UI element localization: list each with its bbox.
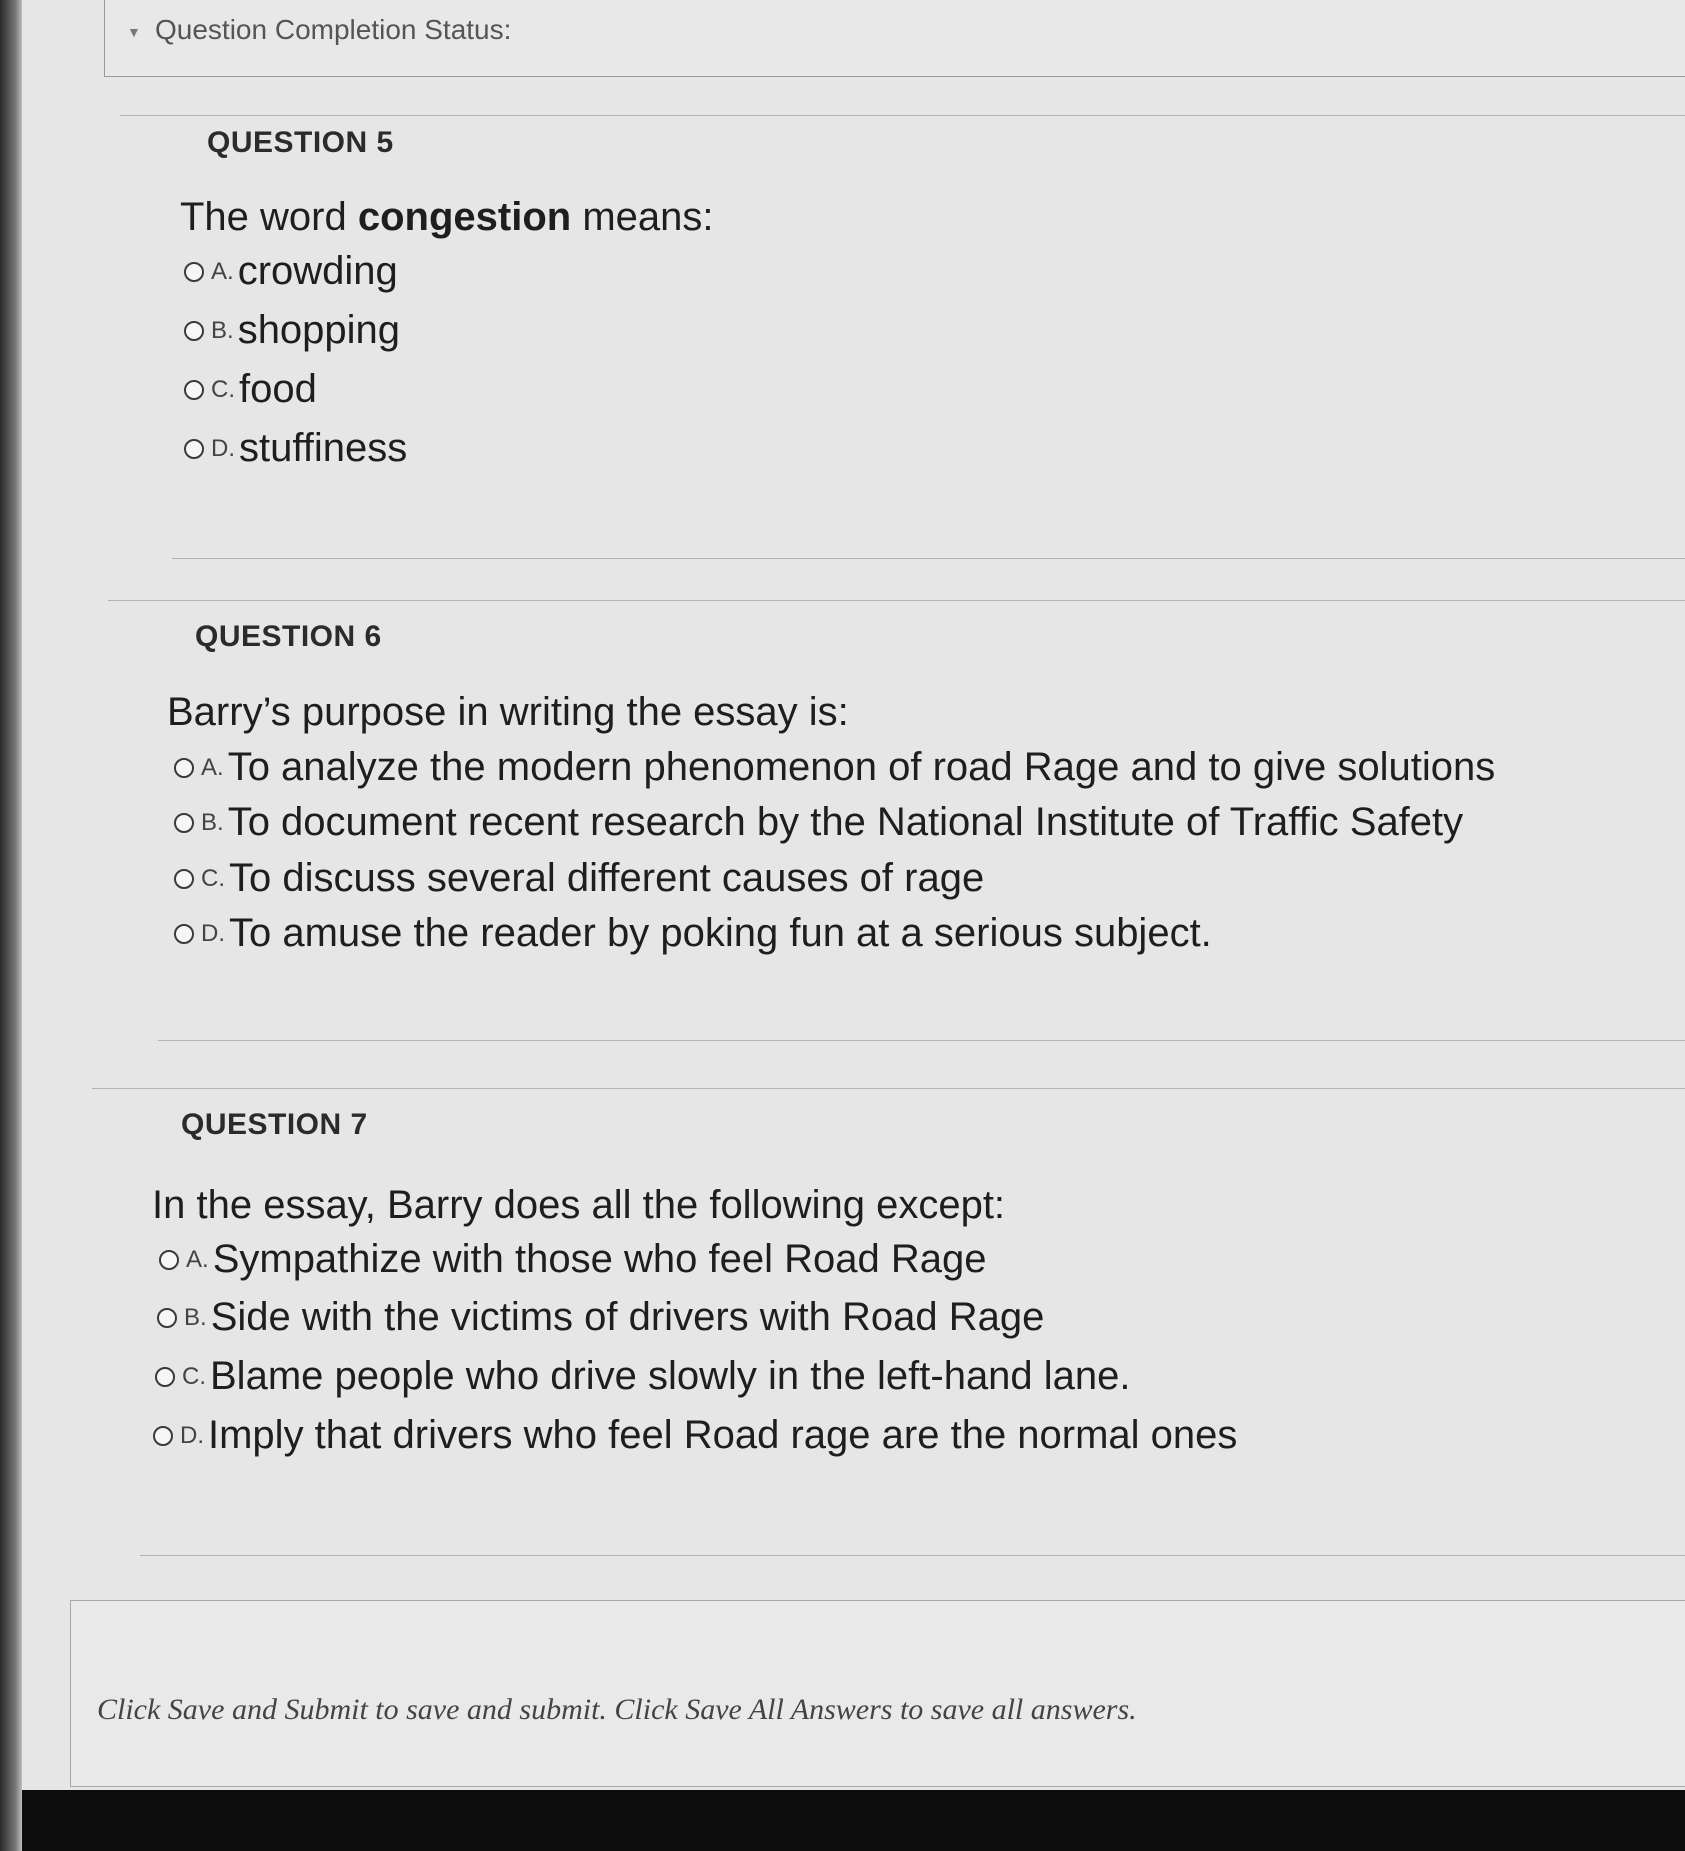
question-5-option-d[interactable]: D. stuffiness: [184, 426, 407, 471]
question-6-option-b[interactable]: B. To document recent research by the National Institute of Traffic Safety: [174, 800, 1463, 845]
question-completion-status[interactable]: [104, 0, 1685, 77]
question-7-label: QUESTION 7: [181, 1108, 368, 1141]
divider: [158, 1040, 1685, 1041]
question-5-prompt: The word congestion means:: [180, 195, 714, 239]
radio-button[interactable]: [184, 439, 204, 459]
radio-button[interactable]: [159, 1250, 179, 1270]
divider: [108, 600, 1685, 601]
question-5-option-c[interactable]: C. food: [184, 367, 317, 412]
radio-button[interactable]: [157, 1308, 177, 1328]
radio-button[interactable]: [184, 262, 204, 282]
question-6-option-d[interactable]: D. To amuse the reader by poking fun at a serious subject.: [174, 911, 1212, 956]
radio-button[interactable]: [153, 1426, 173, 1446]
radio-button[interactable]: [174, 869, 194, 889]
question-6-option-c[interactable]: C. To discuss several different causes of rage: [174, 856, 984, 901]
question-6-prompt: Barry’s purpose in writing the essay is:: [167, 690, 849, 734]
radio-button[interactable]: [184, 380, 204, 400]
submit-instructions-box: [70, 1600, 1685, 1787]
divider: [172, 558, 1685, 559]
status-label: Question Completion Status:: [155, 14, 512, 45]
question-7-option-c[interactable]: C. Blame people who drive slowly in the left-hand lane.: [155, 1354, 1131, 1399]
screen-bezel: [0, 0, 22, 1851]
submit-instructions: Click Save and Submit to save and submit. Click Save All Answers to save all answers.: [97, 1693, 1137, 1726]
radio-button[interactable]: [184, 321, 204, 341]
divider: [92, 1088, 1685, 1089]
chevron-down-icon[interactable]: ▼: [127, 24, 141, 40]
question-7-option-d[interactable]: D. Imply that drivers who feel Road rage are the normal ones: [153, 1413, 1237, 1458]
question-6-option-a[interactable]: A. To analyze the modern phenomenon of road Rage and to give solutions: [174, 745, 1495, 790]
radio-button[interactable]: [174, 924, 194, 944]
question-7-option-b[interactable]: B. Side with the victims of drivers with Road Rage: [157, 1295, 1044, 1340]
question-7-option-a[interactable]: A. Sympathize with those who feel Road Rage: [159, 1237, 986, 1282]
radio-button[interactable]: [155, 1367, 175, 1387]
keyword: congestion: [357, 195, 572, 239]
divider: [140, 1555, 1685, 1556]
radio-button[interactable]: [174, 758, 194, 778]
question-5-label: QUESTION 5: [207, 126, 394, 159]
radio-button[interactable]: [174, 813, 194, 833]
question-7-prompt: In the essay, Barry does all the following except:: [152, 1183, 1006, 1227]
divider: [120, 115, 1685, 116]
question-6-label: QUESTION 6: [195, 620, 382, 653]
question-5-option-a[interactable]: A. crowding: [184, 249, 398, 294]
question-5-option-b[interactable]: B. shopping: [184, 308, 400, 353]
